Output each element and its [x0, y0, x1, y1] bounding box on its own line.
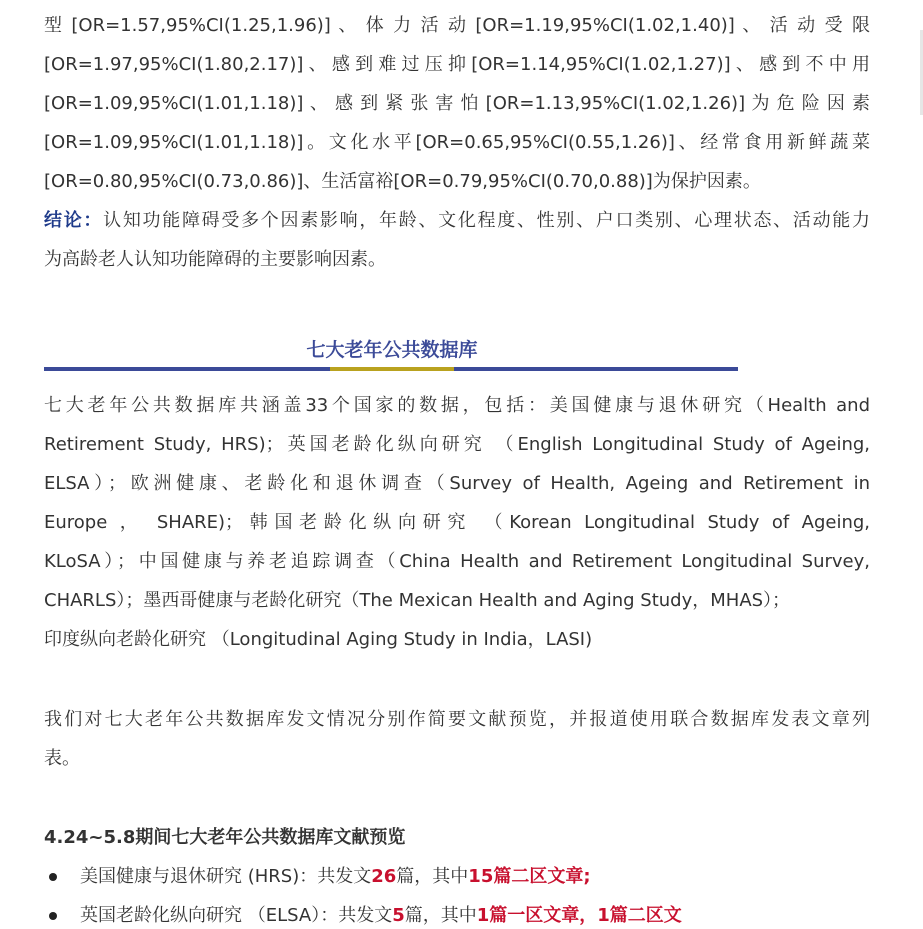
results-paragraph — [44, 6, 870, 201]
overview-line-2: 表。 — [44, 748, 80, 769]
preview-item-highlight: 1篇一区文章，1篇二区文 — [476, 905, 682, 926]
conclusion-label: 结论： — [44, 210, 104, 231]
conclusion-text-1: 认知功能障碍受多个因素影响，年龄、文化程度、性别、户口类别、心理状态、活动能力 — [103, 210, 870, 231]
results-line-2: [OR=1.97,95%CI(1.80,2.17)]、感到难过压抑[OR=1.14,95%CI(1.02,1.27)]、感到不中用 — [44, 54, 870, 75]
results-line-5: [OR=0.80,95%CI(0.73,0.86)]、生活富裕[OR=0.79,95%CI(0.70,0.88)]为保护因素。 — [44, 171, 761, 192]
databases-line-5: KLoSA）；中国健康与养老追踪调查（China Health and Retirement Longitudinal Survey, — [44, 551, 870, 572]
databases-line-7: 印度纵向老龄化研究 （Longitudinal Aging Study in India，LASI) — [44, 629, 593, 650]
overview-paragraph — [44, 700, 870, 778]
databases-line-6: CHARLS）；墨西哥健康与老龄化研究（The Mexican Health and Aging Study，MHAS）； — [44, 590, 791, 611]
bullet-icon — [49, 912, 57, 920]
databases-line-1: 七大老年公共数据库共涵盖33个国家的数据，包括：美国健康与退休研究（Health and — [44, 395, 870, 416]
preview-list — [44, 857, 904, 929]
preview-item-mid: 篇，其中 — [396, 866, 469, 887]
results-line-1: 型 [OR=1.57,95%CI(1.25,1.96)] 、 体 力 活 动 [OR=1.19,95%CI(1.02,1.40)] 、 活 动 受 限 — [44, 15, 870, 36]
databases-line-2: Retirement Study, HRS)；英国老龄化纵向研究 （English Longitudinal Study of Ageing, — [44, 434, 870, 455]
preview-item-highlight: 15篇二区文章; — [468, 866, 591, 887]
section-title: 七大老年公共数据库 — [306, 339, 478, 361]
databases-line-3: ELSA）；欧洲健康、老龄化和退休调查（Survey of Health, Ageing and Retirement in — [44, 473, 870, 494]
preview-item-mid: 篇，其中 — [404, 905, 477, 926]
preview-item-name: 美国健康与退休研究 (HRS)：共发文 — [80, 866, 372, 887]
list-item — [44, 896, 904, 929]
results-line-3: [OR=1.09,95%CI(1.01,1.18)] 、 感 到 紧 张 害 怕 [OR=1.13,95%CI(1.02,1.26)] 为 危 险 因 素 — [44, 93, 870, 114]
bullet-icon — [49, 873, 57, 881]
preview-heading: 4.24~5.8期间七大老年公共数据库文献预览 — [44, 827, 406, 848]
section-heading — [44, 332, 738, 374]
conclusion-line-2: 为高龄老人认知功能障碍的主要影响因素。 — [44, 249, 386, 270]
preview-item-name: 英国老龄化纵向研究 （ELSA）：共发文 — [80, 905, 393, 926]
preview-item-total: 26 — [371, 866, 397, 887]
databases-paragraph — [44, 386, 870, 659]
section-divider-accent — [330, 367, 454, 371]
list-item — [44, 857, 904, 896]
databases-line-4: Europe ， SHARE)；韩国老龄化纵向研究 （Korean Longitudinal Study of Ageing, — [44, 512, 870, 533]
conclusion-paragraph — [44, 201, 870, 279]
preview-item-total: 5 — [392, 905, 405, 926]
conclusion-line-1 — [44, 201, 870, 240]
results-line-4: [OR=1.09,95%CI(1.01,1.18)]。文化水平[OR=0.65,95%CI(0.55,1.26)]、经常食用新鲜蔬菜 — [44, 132, 870, 153]
overview-line-1: 我们对七大老年公共数据库发文情况分别作简要文献预览，并报道使用联合数据库发表文章列 — [44, 709, 870, 730]
